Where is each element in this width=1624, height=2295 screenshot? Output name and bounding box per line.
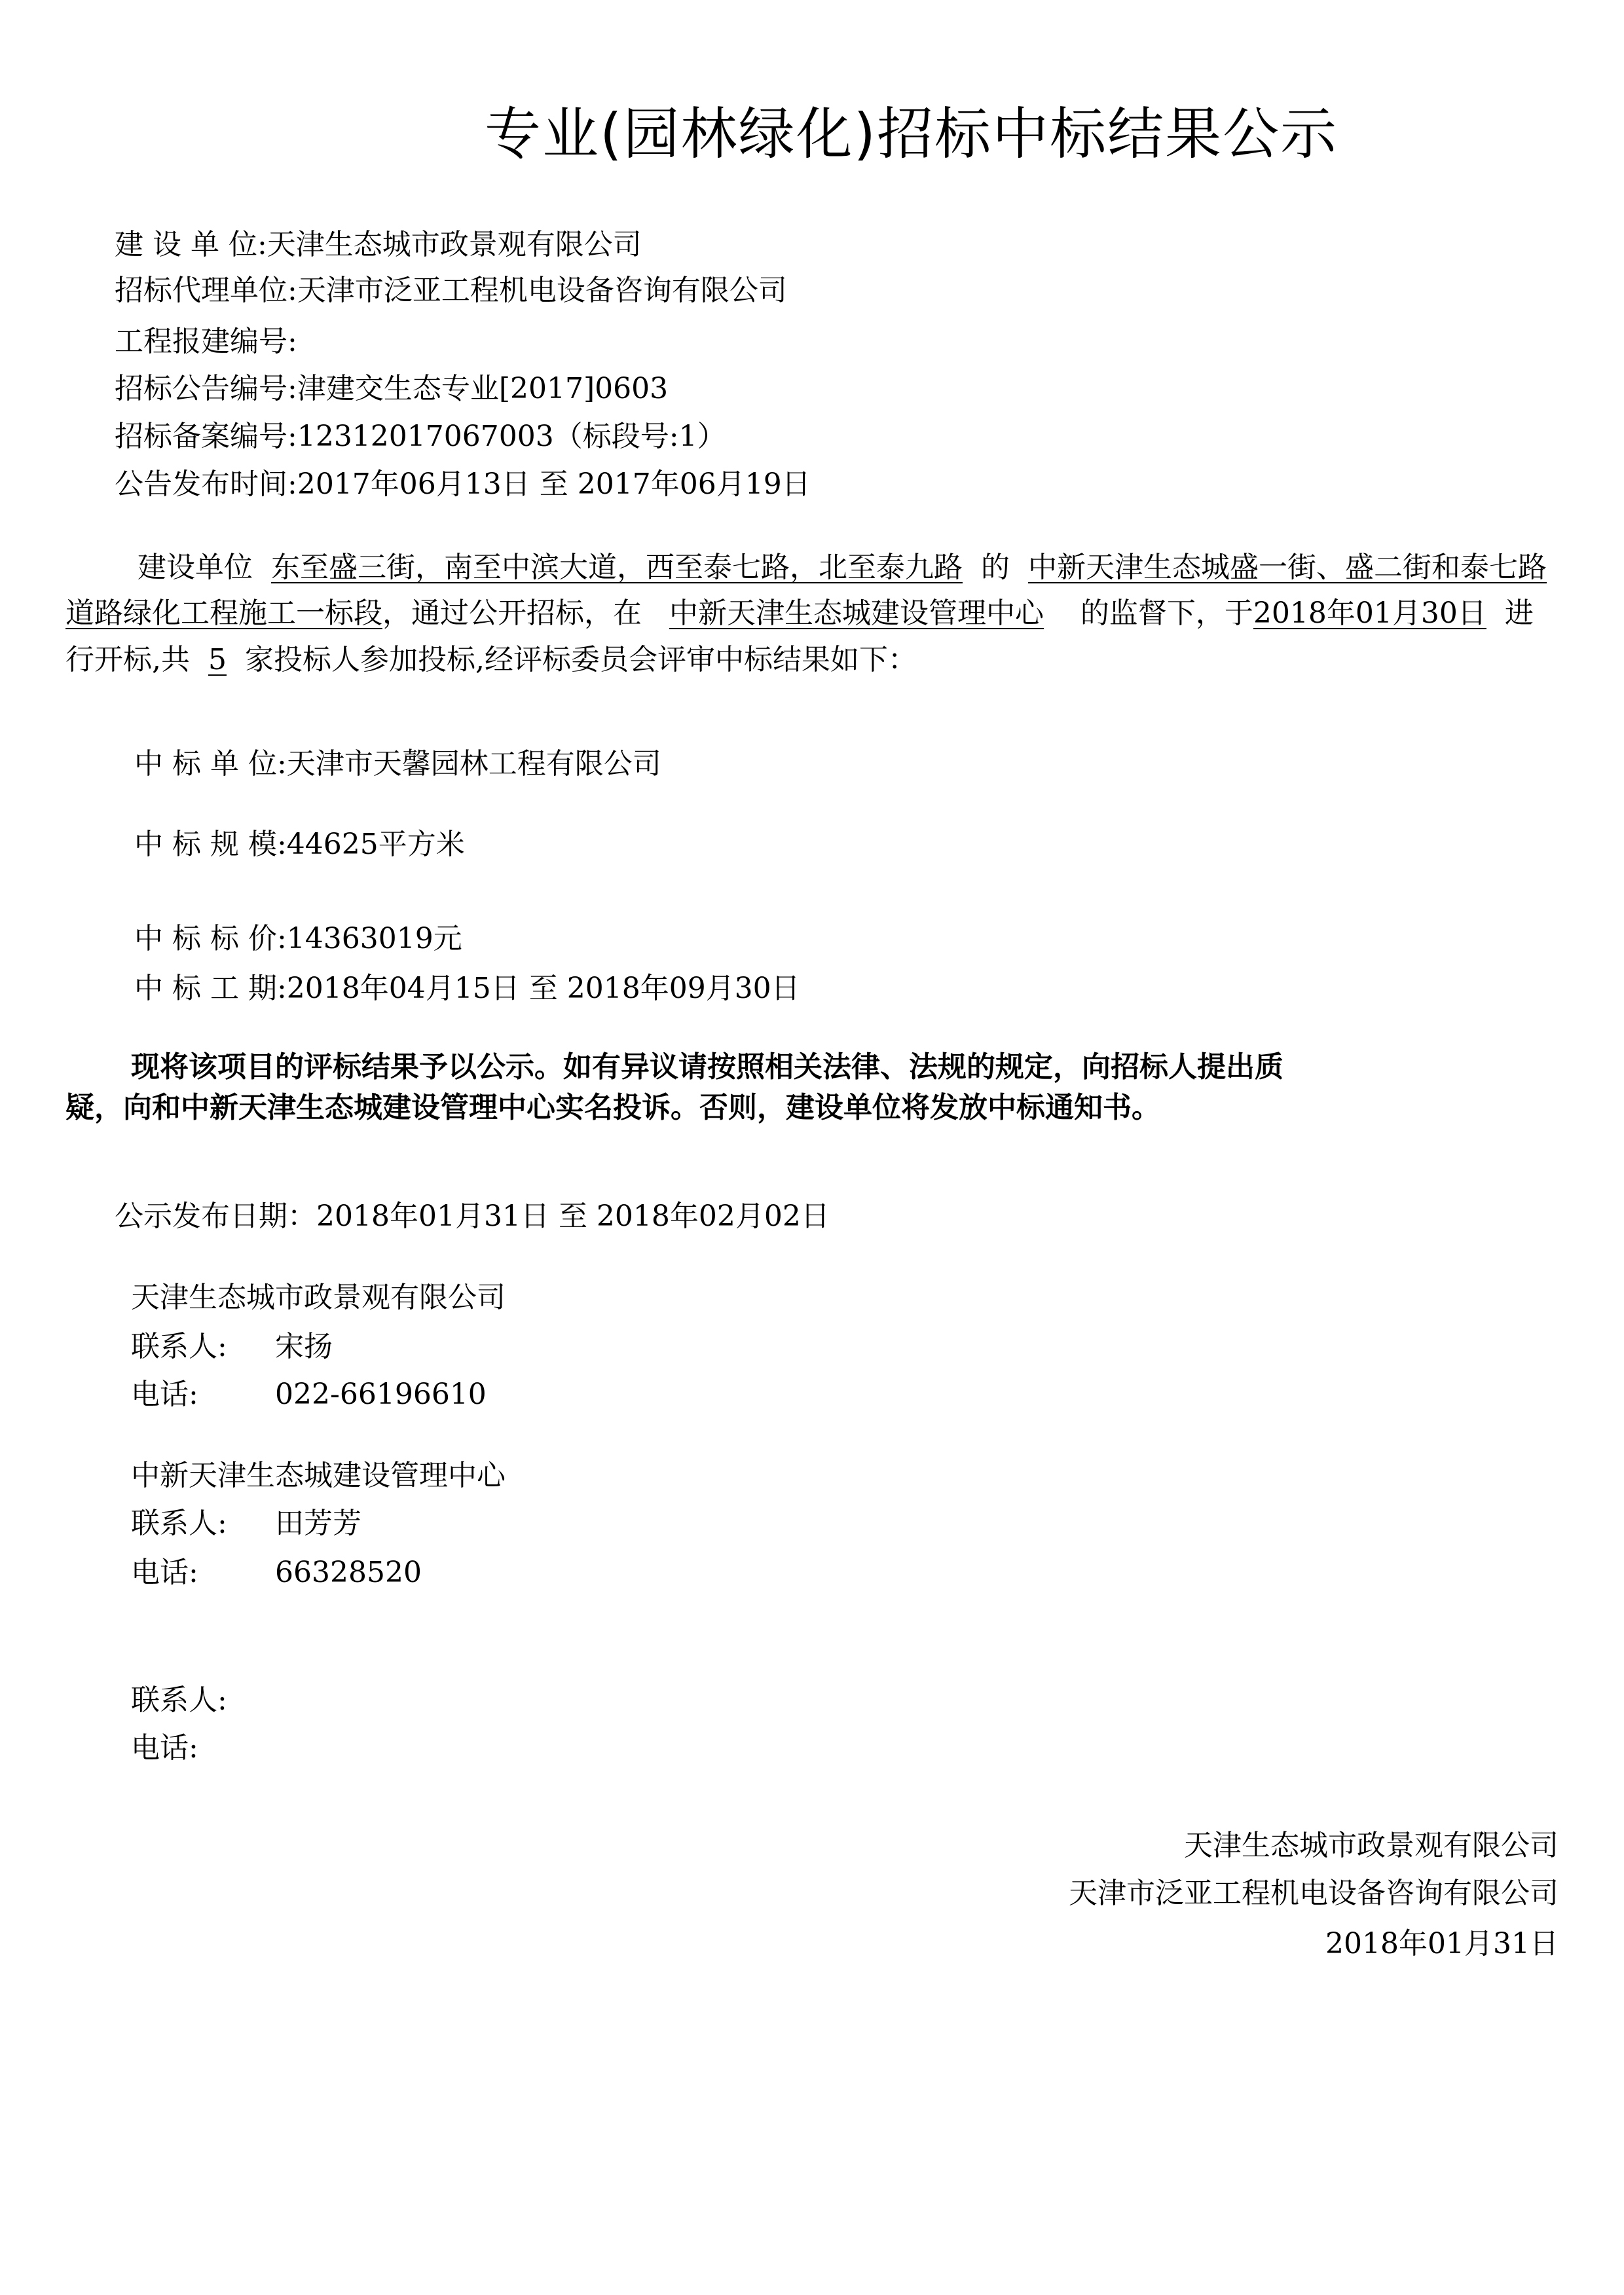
notice-line-2: 疑，向和中新天津生态城建设管理中心实名投诉。否则，建设单位将发放中标通知书。 (65, 1091, 1160, 1124)
contact-phone-row (131, 1731, 275, 1765)
price-label: 中 标 标 价: (134, 922, 287, 955)
contact-phone-label: 电话: (131, 1378, 198, 1411)
contact-phone-label: 电话: (131, 1731, 198, 1765)
winner-value: 天津市天馨园林工程有限公司 (286, 747, 661, 780)
open-date: 2018年01月30日 (1253, 597, 1486, 631)
publicity-value: 2018年01月31日 至 2018年02月02日 (316, 1200, 830, 1233)
price-row (134, 922, 462, 955)
contact-phone-value: 022-66196610 (275, 1378, 487, 1411)
scale-value: 44625平方米 (286, 828, 465, 861)
signature-org-2: 天津市泛亚工程机电设备咨询有限公司 (1069, 1877, 1559, 1910)
contact-person-row (131, 1509, 361, 1538)
intro-paragraph (65, 545, 1559, 683)
notice-no-value: 津建交生态专业[2017]0603 (297, 372, 669, 405)
supervisor-name: 中新天津生态城建设管理中心 (669, 597, 1044, 631)
signature-date: 2018年01月31日 (1325, 1927, 1559, 1960)
intro-text-2: 的 (980, 551, 1010, 584)
intro-text-4: 的监督下，于 (1080, 597, 1253, 631)
agent-value: 天津市泛亚工程机电设备咨询有限公司 (297, 274, 787, 307)
intro-text-1: 建设单位 (138, 551, 253, 584)
record-no-label: 招标备案编号: (115, 420, 297, 453)
record-no-value: 12312017067003（标段号:1） (297, 420, 726, 453)
contact-phone-row (131, 1558, 422, 1587)
intro-text-3: ，通过公开招标，在 (382, 597, 642, 631)
builder-label: 建 设 单 位: (115, 228, 267, 261)
agent-row (115, 276, 787, 305)
price-value: 14363019元 (286, 922, 462, 955)
period-label: 中 标 工 期: (134, 972, 287, 1005)
period-row (134, 974, 800, 1003)
publish-time-row (115, 470, 811, 499)
scale-label: 中 标 规 模: (134, 828, 287, 861)
publicity-label: 公示发布日期： (115, 1200, 316, 1233)
project-no-label: 工程报建编号: (115, 325, 297, 358)
contact-person-label: 联系人: (131, 1330, 227, 1363)
contact-person-label: 联系人: (131, 1507, 227, 1540)
contact-person-value: 宋扬 (275, 1330, 333, 1363)
project-name: 中新天津生态城盛一街、盛二街和泰七路道路绿化工程施工一标段 (65, 551, 1547, 631)
record-no-row (115, 422, 726, 451)
publish-time-label: 公告发布时间: (115, 468, 297, 501)
notice-no-label: 招标公告编号: (115, 372, 297, 405)
scale-row (134, 830, 465, 859)
contact-org: 中新天津生态城建设管理中心 (131, 1459, 506, 1492)
publicity-row (115, 1202, 830, 1231)
contact-phone-row (131, 1380, 487, 1409)
builder-row (115, 230, 642, 259)
contact-person-value: 田芳芳 (275, 1507, 361, 1540)
signature-org-1: 天津生态城市政景观有限公司 (1184, 1829, 1559, 1862)
contact-org: 天津生态城市政景观有限公司 (131, 1281, 506, 1314)
page-title: 专业(园林绿化)招标中标结果公示 (485, 101, 1338, 167)
publish-time-value: 2017年06月13日 至 2017年06月19日 (297, 468, 811, 501)
intro-text-5: 进行开标,共 (65, 597, 1534, 676)
contact-person-row (131, 1332, 333, 1361)
project-location: 东至盛三街，南至中滨大道，西至泰七路，北至泰九路 (270, 551, 963, 584)
notice-no-row (115, 372, 669, 405)
winner-row (134, 747, 661, 780)
bidder-count: 5 (208, 642, 227, 676)
agent-label: 招标代理单位: (115, 274, 297, 307)
period-value: 2018年04月15日 至 2018年09月30日 (286, 972, 800, 1005)
contact-person-row (131, 1683, 275, 1717)
intro-text-6: 家投标人参加投标,经评标委员会评审中标结果如下： (244, 642, 917, 676)
contact-phone-value: 66328520 (275, 1556, 422, 1589)
winner-label: 中 标 单 位: (134, 747, 287, 780)
contact-phone-label: 电话: (131, 1556, 198, 1589)
contact-person-label: 联系人: (131, 1683, 227, 1717)
project-no-row (115, 327, 297, 356)
builder-value: 天津生态城市政景观有限公司 (267, 228, 642, 261)
notice-line-1: 现将该项目的评标结果予以公示。如有异议请按照相关法律、法规的规定，向招标人提出质 (131, 1050, 1283, 1084)
